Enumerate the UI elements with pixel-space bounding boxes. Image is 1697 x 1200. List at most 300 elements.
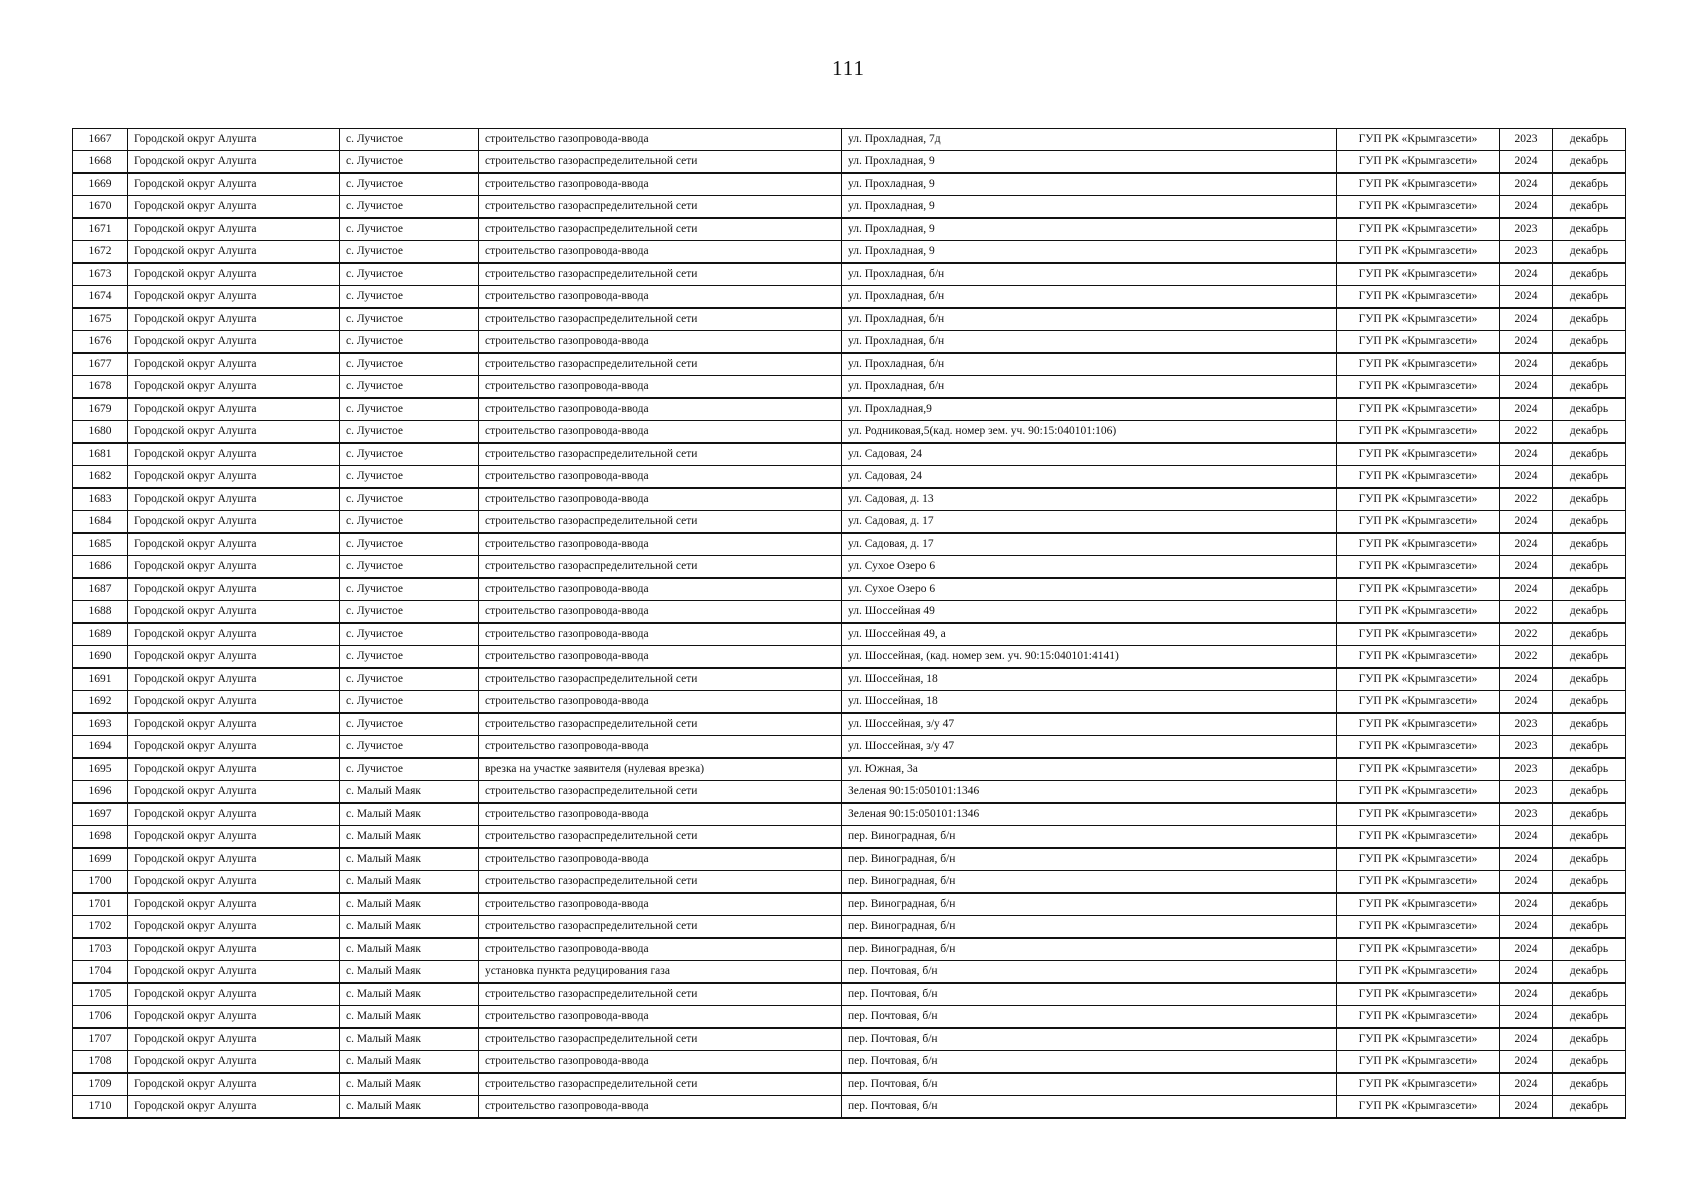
table-row: [73, 398, 1626, 421]
organization-cell: ГУП РК «Крымгазсети»: [1337, 646, 1500, 669]
table-row: [73, 376, 1626, 399]
organization-cell: ГУП РК «Крымгазсети»: [1337, 578, 1500, 601]
address-cell: ул. Шоссейная, з/у 47: [842, 736, 1337, 759]
work-type-cell: строительство газопровода-ввода: [479, 533, 842, 556]
month-cell: декабрь: [1553, 826, 1626, 849]
month-cell: декабрь: [1553, 1051, 1626, 1074]
row-number: 1689: [73, 623, 128, 646]
settlement-cell: с. Лучистое: [340, 196, 479, 219]
year-cell: 2024: [1500, 331, 1553, 354]
district-cell: Городской округ Алушта: [128, 353, 340, 376]
row-number: 1685: [73, 533, 128, 556]
month-cell: декабрь: [1553, 668, 1626, 691]
settlement-cell: с. Лучистое: [340, 263, 479, 286]
year-cell: 2024: [1500, 398, 1553, 421]
address-cell: пер. Виноградная, б/н: [842, 826, 1337, 849]
row-number: 1670: [73, 196, 128, 219]
address-cell: ул. Шоссейная, 18: [842, 668, 1337, 691]
row-number: 1696: [73, 781, 128, 804]
table-row: [73, 1051, 1626, 1074]
district-cell: Городской округ Алушта: [128, 893, 340, 916]
organization-cell: ГУП РК «Крымгазсети»: [1337, 331, 1500, 354]
work-type-cell: строительство газопровода-ввода: [479, 173, 842, 196]
row-number: 1671: [73, 218, 128, 241]
work-type-cell: строительство газопровода-ввода: [479, 623, 842, 646]
district-cell: Городской округ Алушта: [128, 488, 340, 511]
organization-cell: ГУП РК «Крымгазсети»: [1337, 623, 1500, 646]
address-cell: пер. Почтовая, б/н: [842, 1028, 1337, 1051]
table-row: [73, 668, 1626, 691]
year-cell: 2024: [1500, 533, 1553, 556]
settlement-cell: с. Лучистое: [340, 151, 479, 174]
address-cell: ул. Прохладная,9: [842, 398, 1337, 421]
organization-cell: ГУП РК «Крымгазсети»: [1337, 151, 1500, 174]
month-cell: декабрь: [1553, 938, 1626, 961]
year-cell: 2024: [1500, 1096, 1553, 1119]
row-number: 1672: [73, 241, 128, 264]
table-row: [73, 983, 1626, 1006]
organization-cell: ГУП РК «Крымгазсети»: [1337, 916, 1500, 939]
district-cell: Городской округ Алушта: [128, 1073, 340, 1096]
district-cell: Городской округ Алушта: [128, 1006, 340, 1029]
address-cell: пер. Виноградная, б/н: [842, 848, 1337, 871]
work-type-cell: строительство газораспределительной сети: [479, 1073, 842, 1096]
month-cell: декабрь: [1553, 1073, 1626, 1096]
settlement-cell: с. Малый Маяк: [340, 826, 479, 849]
month-cell: декабрь: [1553, 983, 1626, 1006]
table-row: [73, 129, 1626, 151]
row-number: 1697: [73, 803, 128, 826]
row-number: 1687: [73, 578, 128, 601]
organization-cell: ГУП РК «Крымгазсети»: [1337, 466, 1500, 489]
organization-cell: ГУП РК «Крымгазсети»: [1337, 713, 1500, 736]
district-cell: Городской округ Алушта: [128, 1096, 340, 1119]
year-cell: 2023: [1500, 241, 1553, 264]
district-cell: Городской округ Алушта: [128, 218, 340, 241]
organization-cell: ГУП РК «Крымгазсети»: [1337, 443, 1500, 466]
work-type-cell: строительство газопровода-ввода: [479, 331, 842, 354]
address-cell: Зеленая 90:15:050101:1346: [842, 781, 1337, 804]
year-cell: 2022: [1500, 421, 1553, 444]
row-number: 1669: [73, 173, 128, 196]
district-cell: Городской округ Алушта: [128, 713, 340, 736]
district-cell: Городской округ Алушта: [128, 173, 340, 196]
address-cell: ул. Садовая, д. 13: [842, 488, 1337, 511]
address-cell: пер. Виноградная, б/н: [842, 893, 1337, 916]
row-number: 1699: [73, 848, 128, 871]
district-cell: Городской округ Алушта: [128, 781, 340, 804]
district-cell: Городской округ Алушта: [128, 398, 340, 421]
address-cell: ул. Прохладная, 9: [842, 173, 1337, 196]
year-cell: 2024: [1500, 938, 1553, 961]
year-cell: 2024: [1500, 173, 1553, 196]
settlement-cell: с. Лучистое: [340, 443, 479, 466]
year-cell: 2024: [1500, 983, 1553, 1006]
organization-cell: ГУП РК «Крымгазсети»: [1337, 533, 1500, 556]
row-number: 1694: [73, 736, 128, 759]
row-number: 1698: [73, 826, 128, 849]
month-cell: декабрь: [1553, 691, 1626, 714]
row-number: 1681: [73, 443, 128, 466]
address-cell: ул. Прохладная, б/н: [842, 308, 1337, 331]
year-cell: 2024: [1500, 376, 1553, 399]
month-cell: декабрь: [1553, 331, 1626, 354]
organization-cell: ГУП РК «Крымгазсети»: [1337, 736, 1500, 759]
table-row: [73, 601, 1626, 624]
settlement-cell: с. Лучистое: [340, 623, 479, 646]
organization-cell: ГУП РК «Крымгазсети»: [1337, 871, 1500, 894]
address-cell: пер. Почтовая, б/н: [842, 1051, 1337, 1074]
work-type-cell: строительство газопровода-ввода: [479, 129, 842, 151]
district-cell: Городской округ Алушта: [128, 983, 340, 1006]
table-row: [73, 1028, 1626, 1051]
address-cell: ул. Шоссейная, 18: [842, 691, 1337, 714]
row-number: 1679: [73, 398, 128, 421]
settlement-cell: с. Лучистое: [340, 533, 479, 556]
table-row: [73, 623, 1626, 646]
row-number: 1673: [73, 263, 128, 286]
settlement-cell: с. Лучистое: [340, 421, 479, 444]
year-cell: 2024: [1500, 263, 1553, 286]
organization-cell: ГУП РК «Крымгазсети»: [1337, 938, 1500, 961]
year-cell: 2024: [1500, 668, 1553, 691]
district-cell: Городской округ Алушта: [128, 151, 340, 174]
organization-cell: ГУП РК «Крымгазсети»: [1337, 826, 1500, 849]
organization-cell: ГУП РК «Крымгазсети»: [1337, 668, 1500, 691]
organization-cell: ГУП РК «Крымгазсети»: [1337, 421, 1500, 444]
table-row: [73, 173, 1626, 196]
table-row: [73, 713, 1626, 736]
district-cell: Городской округ Алушта: [128, 466, 340, 489]
table-row: [73, 578, 1626, 601]
month-cell: декабрь: [1553, 241, 1626, 264]
work-type-cell: строительство газопровода-ввода: [479, 578, 842, 601]
work-type-cell: строительство газораспределительной сети: [479, 871, 842, 894]
address-cell: ул. Садовая, 24: [842, 466, 1337, 489]
table-row: [73, 556, 1626, 579]
settlement-cell: с. Малый Маяк: [340, 848, 479, 871]
settlement-cell: с. Малый Маяк: [340, 938, 479, 961]
organization-cell: ГУП РК «Крымгазсети»: [1337, 1073, 1500, 1096]
row-number: 1683: [73, 488, 128, 511]
table-row: [73, 803, 1626, 826]
year-cell: 2022: [1500, 623, 1553, 646]
month-cell: декабрь: [1553, 736, 1626, 759]
row-number: 1686: [73, 556, 128, 579]
organization-cell: ГУП РК «Крымгазсети»: [1337, 601, 1500, 624]
address-cell: ул. Прохладная, 9: [842, 241, 1337, 264]
settlement-cell: с. Лучистое: [340, 488, 479, 511]
month-cell: декабрь: [1553, 1006, 1626, 1029]
work-type-cell: строительство газопровода-ввода: [479, 1096, 842, 1119]
address-cell: ул. Прохладная, 9: [842, 151, 1337, 174]
settlement-cell: с. Лучистое: [340, 713, 479, 736]
organization-cell: ГУП РК «Крымгазсети»: [1337, 691, 1500, 714]
month-cell: декабрь: [1553, 151, 1626, 174]
organization-cell: ГУП РК «Крымгазсети»: [1337, 1051, 1500, 1074]
address-cell: пер. Почтовая, б/н: [842, 961, 1337, 984]
work-type-cell: врезка на участке заявителя (нулевая врезка): [479, 758, 842, 781]
work-type-cell: строительство газораспределительной сети: [479, 196, 842, 219]
organization-cell: ГУП РК «Крымгазсети»: [1337, 173, 1500, 196]
district-cell: Городской округ Алушта: [128, 556, 340, 579]
address-cell: ул. Прохладная, б/н: [842, 353, 1337, 376]
address-cell: ул. Прохладная, б/н: [842, 331, 1337, 354]
work-type-cell: установка пункта редуцирования газа: [479, 961, 842, 984]
settlement-cell: с. Лучистое: [340, 286, 479, 309]
month-cell: декабрь: [1553, 601, 1626, 624]
table-row: [73, 961, 1626, 984]
row-number: 1677: [73, 353, 128, 376]
month-cell: декабрь: [1553, 758, 1626, 781]
organization-cell: ГУП РК «Крымгазсети»: [1337, 848, 1500, 871]
month-cell: декабрь: [1553, 646, 1626, 669]
work-type-cell: строительство газопровода-ввода: [479, 241, 842, 264]
district-cell: Городской округ Алушта: [128, 961, 340, 984]
row-number: 1693: [73, 713, 128, 736]
settlement-cell: с. Лучистое: [340, 646, 479, 669]
address-cell: ул. Южная, 3а: [842, 758, 1337, 781]
table-row: [73, 488, 1626, 511]
row-number: 1695: [73, 758, 128, 781]
table-row: [73, 826, 1626, 849]
work-type-cell: строительство газораспределительной сети: [479, 1028, 842, 1051]
district-cell: Городской округ Алушта: [128, 443, 340, 466]
district-cell: Городской округ Алушта: [128, 1028, 340, 1051]
address-cell: ул. Шоссейная, (кад. номер зем. уч. 90:15:040101:4141): [842, 646, 1337, 669]
organization-cell: ГУП РК «Крымгазсети»: [1337, 556, 1500, 579]
table-row: [73, 646, 1626, 669]
address-cell: ул. Шоссейная 49, а: [842, 623, 1337, 646]
address-cell: ул. Садовая, 24: [842, 443, 1337, 466]
organization-cell: ГУП РК «Крымгазсети»: [1337, 353, 1500, 376]
year-cell: 2024: [1500, 1051, 1553, 1074]
district-cell: Городской округ Алушта: [128, 826, 340, 849]
work-type-cell: строительство газораспределительной сети: [479, 916, 842, 939]
table-row: [73, 758, 1626, 781]
month-cell: декабрь: [1553, 218, 1626, 241]
work-type-cell: строительство газораспределительной сети: [479, 218, 842, 241]
table-row: [73, 308, 1626, 331]
table-row: [73, 848, 1626, 871]
row-number: 1691: [73, 668, 128, 691]
district-cell: Городской округ Алушта: [128, 601, 340, 624]
organization-cell: ГУП РК «Крымгазсети»: [1337, 758, 1500, 781]
row-number: 1700: [73, 871, 128, 894]
organization-cell: ГУП РК «Крымгазсети»: [1337, 1096, 1500, 1119]
table-row: [73, 533, 1626, 556]
settlement-cell: с. Лучистое: [340, 173, 479, 196]
row-number: 1705: [73, 983, 128, 1006]
work-type-cell: строительство газораспределительной сети: [479, 353, 842, 376]
table-row: [73, 196, 1626, 219]
month-cell: декабрь: [1553, 263, 1626, 286]
row-number: 1667: [73, 129, 128, 151]
address-cell: ул. Прохладная, б/н: [842, 286, 1337, 309]
organization-cell: ГУП РК «Крымгазсети»: [1337, 263, 1500, 286]
month-cell: декабрь: [1553, 398, 1626, 421]
year-cell: 2024: [1500, 1006, 1553, 1029]
district-cell: Городской округ Алушта: [128, 241, 340, 264]
district-cell: Городской округ Алушта: [128, 263, 340, 286]
settlement-cell: с. Лучистое: [340, 601, 479, 624]
year-cell: 2023: [1500, 713, 1553, 736]
work-type-cell: строительство газораспределительной сети: [479, 263, 842, 286]
month-cell: декабрь: [1553, 713, 1626, 736]
work-type-cell: строительство газопровода-ввода: [479, 803, 842, 826]
work-type-cell: строительство газопровода-ввода: [479, 691, 842, 714]
year-cell: 2024: [1500, 691, 1553, 714]
organization-cell: ГУП РК «Крымгазсети»: [1337, 1028, 1500, 1051]
month-cell: декабрь: [1553, 781, 1626, 804]
year-cell: 2024: [1500, 308, 1553, 331]
organization-cell: ГУП РК «Крымгазсети»: [1337, 218, 1500, 241]
settlement-cell: с. Лучистое: [340, 308, 479, 331]
address-cell: ул. Шоссейная 49: [842, 601, 1337, 624]
row-number: 1668: [73, 151, 128, 174]
settlement-cell: с. Малый Маяк: [340, 803, 479, 826]
year-cell: 2022: [1500, 646, 1553, 669]
table-row: [73, 263, 1626, 286]
year-cell: 2023: [1500, 758, 1553, 781]
year-cell: 2022: [1500, 488, 1553, 511]
settlement-cell: с. Лучистое: [340, 398, 479, 421]
month-cell: декабрь: [1553, 803, 1626, 826]
row-number: 1701: [73, 893, 128, 916]
address-cell: ул. Сухое Озеро 6: [842, 556, 1337, 579]
settlement-cell: с. Лучистое: [340, 376, 479, 399]
organization-cell: ГУП РК «Крымгазсети»: [1337, 286, 1500, 309]
address-cell: пер. Почтовая, б/н: [842, 1096, 1337, 1119]
table-row: [73, 781, 1626, 804]
address-cell: пер. Почтовая, б/н: [842, 1006, 1337, 1029]
district-cell: Городской округ Алушта: [128, 129, 340, 151]
organization-cell: ГУП РК «Крымгазсети»: [1337, 511, 1500, 534]
address-cell: ул. Родниковая,5(кад. номер зем. уч. 90:15:040101:106): [842, 421, 1337, 444]
district-cell: Городской округ Алушта: [128, 848, 340, 871]
year-cell: 2022: [1500, 601, 1553, 624]
work-type-cell: строительство газопровода-ввода: [479, 893, 842, 916]
work-type-cell: строительство газораспределительной сети: [479, 983, 842, 1006]
district-cell: Городской округ Алушта: [128, 691, 340, 714]
year-cell: 2024: [1500, 578, 1553, 601]
month-cell: декабрь: [1553, 848, 1626, 871]
row-number: 1675: [73, 308, 128, 331]
settlement-cell: с. Малый Маяк: [340, 916, 479, 939]
work-type-cell: строительство газопровода-ввода: [479, 736, 842, 759]
table-row: [73, 1096, 1626, 1119]
year-cell: 2024: [1500, 443, 1553, 466]
address-cell: ул. Сухое Озеро 6: [842, 578, 1337, 601]
work-type-cell: строительство газораспределительной сети: [479, 308, 842, 331]
month-cell: декабрь: [1553, 488, 1626, 511]
work-type-cell: строительство газораспределительной сети: [479, 511, 842, 534]
work-type-cell: строительство газопровода-ввода: [479, 466, 842, 489]
district-cell: Городской округ Алушта: [128, 623, 340, 646]
address-cell: ул. Садовая, д. 17: [842, 533, 1337, 556]
work-type-cell: строительство газопровода-ввода: [479, 421, 842, 444]
settlement-cell: с. Малый Маяк: [340, 1096, 479, 1119]
work-type-cell: строительство газопровода-ввода: [479, 938, 842, 961]
district-cell: Городской округ Алушта: [128, 871, 340, 894]
work-type-cell: строительство газораспределительной сети: [479, 443, 842, 466]
row-number: 1692: [73, 691, 128, 714]
district-cell: Городской округ Алушта: [128, 938, 340, 961]
organization-cell: ГУП РК «Крымгазсети»: [1337, 961, 1500, 984]
row-number: 1684: [73, 511, 128, 534]
table-row: [73, 1006, 1626, 1029]
table-row: [73, 871, 1626, 894]
work-type-cell: строительство газораспределительной сети: [479, 781, 842, 804]
table-row: [73, 736, 1626, 759]
month-cell: декабрь: [1553, 578, 1626, 601]
table-row: [73, 443, 1626, 466]
month-cell: декабрь: [1553, 1096, 1626, 1119]
settlement-cell: с. Малый Маяк: [340, 1006, 479, 1029]
table-row: [73, 286, 1626, 309]
work-type-cell: строительство газопровода-ввода: [479, 376, 842, 399]
month-cell: декабрь: [1553, 533, 1626, 556]
work-type-cell: строительство газопровода-ввода: [479, 488, 842, 511]
district-cell: Городской округ Алушта: [128, 668, 340, 691]
settlement-cell: с. Лучистое: [340, 736, 479, 759]
month-cell: декабрь: [1553, 1028, 1626, 1051]
month-cell: декабрь: [1553, 466, 1626, 489]
year-cell: 2023: [1500, 803, 1553, 826]
table-row: [73, 331, 1626, 354]
year-cell: 2024: [1500, 1028, 1553, 1051]
month-cell: декабрь: [1553, 443, 1626, 466]
row-number: 1706: [73, 1006, 128, 1029]
address-cell: ул. Прохладная, 9: [842, 218, 1337, 241]
district-cell: Городской округ Алушта: [128, 736, 340, 759]
year-cell: 2024: [1500, 511, 1553, 534]
district-cell: Городской округ Алушта: [128, 803, 340, 826]
settlement-cell: с. Малый Маяк: [340, 781, 479, 804]
district-cell: Городской округ Алушта: [128, 646, 340, 669]
address-cell: пер. Виноградная, б/н: [842, 916, 1337, 939]
district-cell: Городской округ Алушта: [128, 196, 340, 219]
work-type-cell: строительство газопровода-ввода: [479, 1051, 842, 1074]
organization-cell: ГУП РК «Крымгазсети»: [1337, 803, 1500, 826]
settlement-cell: с. Лучистое: [340, 353, 479, 376]
district-cell: Городской округ Алушта: [128, 286, 340, 309]
month-cell: декабрь: [1553, 173, 1626, 196]
table-row: [73, 691, 1626, 714]
address-cell: пер. Почтовая, б/н: [842, 983, 1337, 1006]
table-row: [73, 421, 1626, 444]
row-number: 1710: [73, 1096, 128, 1119]
table-row: [73, 218, 1626, 241]
district-cell: Городской округ Алушта: [128, 1051, 340, 1074]
year-cell: 2024: [1500, 848, 1553, 871]
district-cell: Городской округ Алушта: [128, 758, 340, 781]
settlement-cell: с. Лучистое: [340, 758, 479, 781]
table-row: [73, 893, 1626, 916]
row-number: 1707: [73, 1028, 128, 1051]
year-cell: 2024: [1500, 826, 1553, 849]
table-row: [73, 938, 1626, 961]
organization-cell: ГУП РК «Крымгазсети»: [1337, 893, 1500, 916]
settlement-cell: с. Лучистое: [340, 331, 479, 354]
district-cell: Городской округ Алушта: [128, 376, 340, 399]
settlement-cell: с. Лучистое: [340, 668, 479, 691]
month-cell: декабрь: [1553, 353, 1626, 376]
row-number: 1709: [73, 1073, 128, 1096]
row-number: 1708: [73, 1051, 128, 1074]
year-cell: 2024: [1500, 556, 1553, 579]
address-cell: ул. Прохладная, б/н: [842, 376, 1337, 399]
